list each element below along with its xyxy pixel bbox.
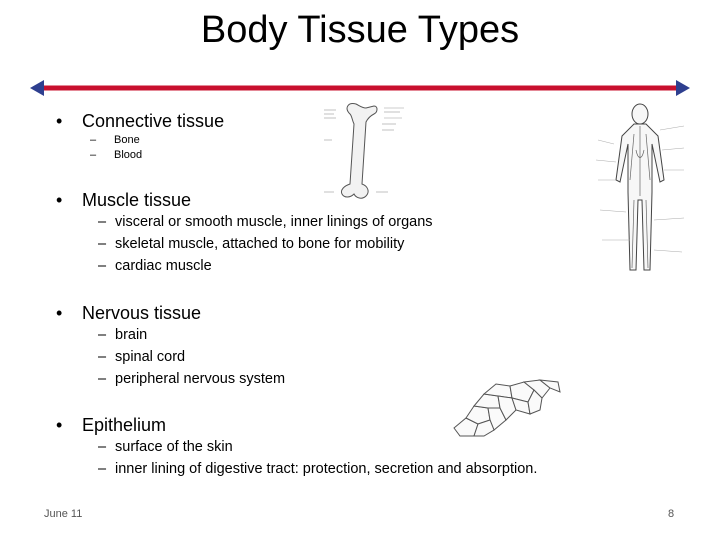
- sub-item: – surface of the skin: [98, 439, 233, 455]
- bullet-muscle-tissue: [56, 189, 191, 211]
- sub-item: – peripheral nervous system: [98, 371, 286, 387]
- bullet-label: Nervous tissue: [82, 303, 202, 323]
- sub-item: – cardiac muscle: [98, 258, 212, 274]
- bullet-epithelium: [56, 414, 166, 436]
- sub-item: – brain: [98, 327, 148, 343]
- bullet-label: Muscle tissue: [82, 190, 192, 210]
- sub-item: – inner lining of digestive tract: protection, secretion and absorption.: [98, 461, 538, 477]
- bullet-dot: •: [56, 415, 63, 435]
- title-divider-bar: [30, 78, 690, 98]
- bullet-nervous-tissue: [56, 302, 201, 324]
- footer-date: June 11: [44, 508, 83, 520]
- right-arrowhead-icon: [676, 80, 690, 96]
- slide-title: Body Tissue Types: [200, 9, 520, 51]
- human-anatomy-figure-illustration: [594, 100, 688, 278]
- bullet-dot: •: [56, 303, 63, 323]
- sub-item: – spinal cord: [98, 349, 186, 365]
- bullet-dot: •: [56, 190, 63, 210]
- sub-item: – skeletal muscle, attached to bone for mobility: [98, 236, 405, 252]
- sub-item: – Blood: [90, 149, 143, 161]
- bullet-connective-tissue: [56, 110, 224, 132]
- sub-item: – visceral or smooth muscle, inner linings of organs: [98, 214, 433, 230]
- footer-page-number: 8: [668, 508, 675, 520]
- sub-item: – Bone: [90, 134, 140, 146]
- bullet-label: Connective tissue: [82, 111, 225, 131]
- left-arrowhead-icon: [30, 80, 44, 96]
- epithelial-cells-illustration: [450, 378, 564, 438]
- bullet-dot: •: [56, 111, 63, 131]
- femur-bone-illustration: [322, 100, 412, 202]
- bullet-label: Epithelium: [82, 415, 167, 435]
